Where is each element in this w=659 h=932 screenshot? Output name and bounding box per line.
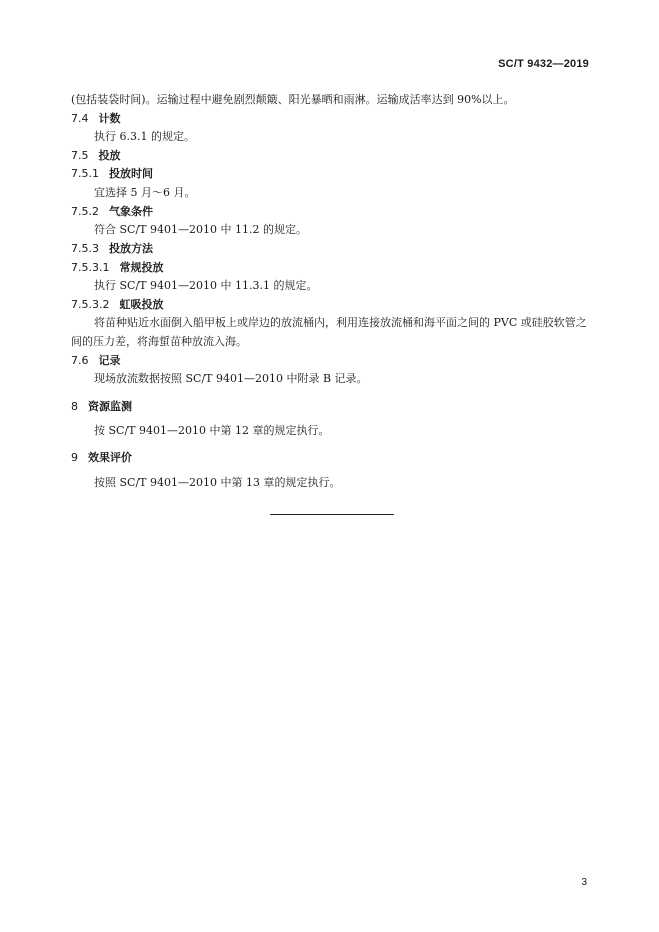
section-number: 7.5 [71,149,89,162]
section-9-body: 按照 SC/T 9401—2010 中第 13 章的规定执行。 [94,476,341,489]
section-title: 效果评价 [88,451,132,464]
section-7-5-3-2-heading [71,298,163,312]
section-7-4-heading [71,112,121,126]
section-title: 常规投放 [119,261,164,274]
page-number: 3 [581,877,587,888]
section-title: 资源监测 [88,400,132,413]
section-number: 7.5.2 [71,205,99,218]
section-7-5-3-2-body: 将苗种贴近水面倒入船甲板上或岸边的放流桶内，利用连接放流桶和海平面之间的 PVC 或硅胶软管之间的压力差，将海蜇苗种放流入海。 [71,316,587,348]
section-number: 9 [71,451,78,464]
section-7-6-heading [71,354,121,368]
section-7-5-1-heading [71,167,153,181]
section-7-5-2-heading [71,205,153,219]
section-7-5-3-heading [71,242,153,256]
section-title: 记录 [98,354,121,367]
section-number: 7.5.3.2 [71,298,110,311]
section-number: 7.4 [71,112,89,125]
continued-paragraph: (包括装袋时间)。运输过程中避免剧烈颠簸、阳光暴晒和雨淋。运输成活率达到 90%以上。 [71,93,515,106]
section-7-5-3-1-body: 执行 SC/T 9401—2010 中 11.3.1 的规定。 [94,279,318,292]
section-8-heading [71,400,132,414]
standard-code-header: SC/T 9432—2019 [498,58,589,70]
section-7-5-heading [71,149,121,163]
section-8-body: 按 SC/T 9401—2010 中第 12 章的规定执行。 [94,424,330,437]
section-title: 虹吸投放 [119,298,164,311]
end-rule [270,514,394,515]
section-number: 7.5.1 [71,167,99,180]
section-title: 投放时间 [109,167,153,180]
section-number: 7.5.3 [71,242,99,255]
section-title: 投放 [98,149,121,162]
section-number: 7.6 [71,354,89,367]
section-title: 计数 [98,112,121,125]
section-7-5-2-body: 符合 SC/T 9401—2010 中 11.2 的规定。 [94,223,307,236]
section-number: 7.5.3.1 [71,261,110,274]
section-7-6-body: 现场放流数据按照 SC/T 9401—2010 中附录 B 记录。 [94,372,368,385]
section-7-5-1-body: 宜选择 5 月～6 月。 [94,186,196,199]
section-number: 8 [71,400,78,413]
section-title: 投放方法 [109,242,153,255]
section-title: 气象条件 [109,205,153,218]
section-7-4-body: 执行 6.3.1 的规定。 [94,130,195,143]
section-9-heading [71,451,132,465]
section-7-5-3-1-heading [71,261,163,275]
